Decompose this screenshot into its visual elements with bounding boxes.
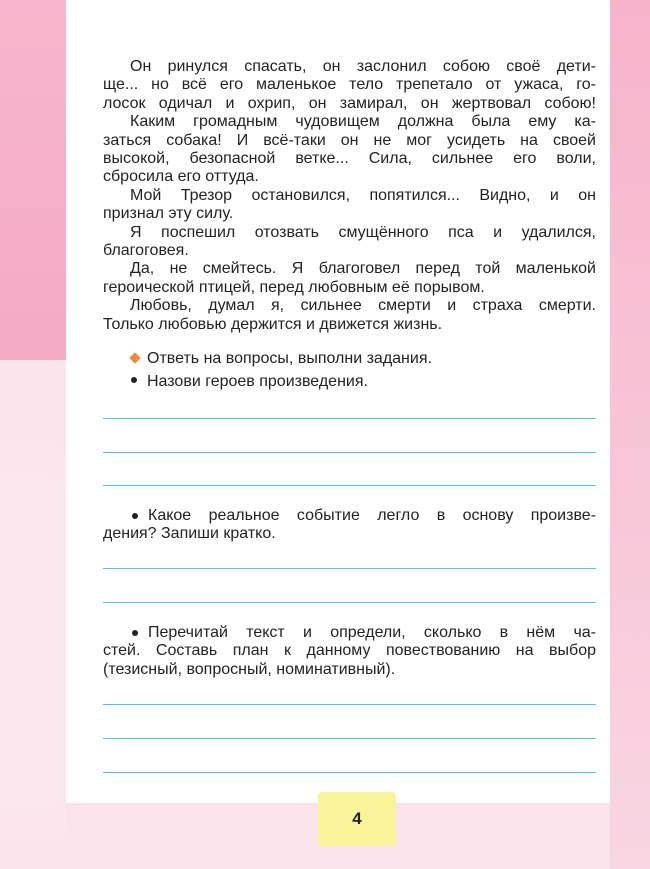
text-line: Да, не смейтесь. Я благоговел перед той маленькой [130,260,596,278]
text-line: ще... но всё его маленькое тело трепетало от ужаса, го- [103,76,596,94]
text-line: Каким громадным чудовищем должна была ему ка- [130,113,596,131]
bullet-icon [131,377,137,383]
answer-line[interactable] [103,704,596,705]
diamond-bullet-icon [129,352,140,363]
question-2-text: Какое реальное событие легло в основу произве- [148,507,596,524]
text-line: Мой Трезор остановился, попятился... Видно, и он [130,186,596,204]
question-3-line: стей. Составь план к данному повествованию на выбор [103,642,596,660]
text-line: Он ринулся спасать, он заслонил собою своё дети- [130,58,596,75]
text-line: Только любовью держится и движется жизнь. [103,315,443,333]
answer-line[interactable] [103,485,596,486]
background-right-strip [610,0,650,869]
text-line: лосок одичал и охрип, он замирал, он жертвовал собою! [103,94,596,112]
question-2-line: дения? Запиши кратко. [103,525,276,543]
question-3 [103,624,596,679]
question-3-line [103,624,596,642]
text-line: признал эту силу. [103,205,234,223]
text-line: заться собака! И всё-таки он не мог усидеть на своей [103,131,596,149]
story-text [103,58,596,334]
answer-line[interactable] [103,772,596,773]
background-ornament [0,300,66,869]
bullet-icon [132,630,138,636]
question-2 [103,507,596,544]
bullet-icon [132,513,138,519]
question-1 [129,373,368,391]
task-header [129,350,432,368]
question-3-line: (тезисный, вопросный, номинативный). [103,660,396,678]
question-3-text: Перечитай текст и определи, сколько в нём ча- [148,624,596,641]
text-line: сбросила его оттуда. [103,168,259,186]
answer-line[interactable] [103,738,596,739]
text-line: героической птицей, перед любовным её порывом. [103,278,485,296]
answer-line[interactable] [103,418,596,419]
answer-line[interactable] [103,568,596,569]
text-line: благоговея. [103,242,189,260]
text-line: Я поспешил отозвать смущённого пса и удалился, [130,223,596,241]
question-2-line [103,507,596,525]
text-line: высокой, безопасной ветке... Сила, сильнее его воли, [103,150,596,168]
text-line: Любовь, думал я, сильнее смерти и страха смерти. [130,297,596,315]
question-1-text: Назови героев произведения. [147,373,368,390]
answer-line[interactable] [103,602,596,603]
page-number: 4 [318,792,396,846]
task-header-text: Ответь на вопросы, выполни задания. [147,350,432,367]
answer-line[interactable] [103,452,596,453]
